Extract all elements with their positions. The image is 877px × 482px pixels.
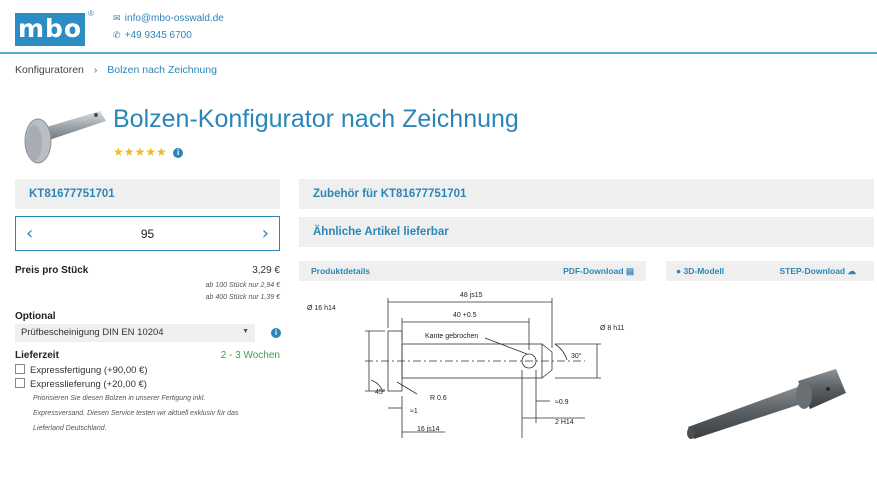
breadcrumb	[15, 64, 217, 76]
dim-2-h14: 2 H14	[555, 419, 574, 426]
lieferzeit-value: 2 - 3 Wochen	[220, 350, 280, 361]
caret-down-icon: ▼	[242, 328, 249, 335]
cube-icon: ●	[676, 266, 682, 276]
cloud-download-icon: ☁	[847, 266, 856, 276]
envelope-icon: ✉	[113, 13, 121, 23]
produktdetails-bar	[299, 261, 646, 281]
phone-link[interactable]: +49 9345 6700	[124, 30, 192, 41]
dim-radius: R 0.6	[430, 395, 447, 402]
certificate-select-value: Prüfbescheinigung DIN EN 10204	[21, 327, 164, 338]
breadcrumb-item-current[interactable]: Bolzen nach Zeichnung	[107, 64, 217, 76]
technical-drawing	[305, 288, 630, 438]
step-download-link[interactable]	[779, 266, 856, 277]
breadcrumb-separator: ›	[93, 64, 98, 76]
express-lieferung-checkbox[interactable]	[15, 378, 147, 390]
checkbox-box[interactable]	[15, 364, 25, 374]
phone-contact[interactable]	[113, 30, 192, 41]
step-download-label: STEP-Download	[779, 266, 846, 276]
aehnliche-title: Ähnliche Artikel lieferbar	[313, 226, 449, 238]
file-icon: ▤	[625, 266, 634, 276]
rating-stars[interactable]	[113, 145, 183, 159]
dim-angle-30: 30°	[571, 353, 582, 360]
3d-model-bar	[666, 261, 874, 281]
dim-48-js15: 48 js15	[460, 292, 483, 299]
price-value: 3,29 €	[252, 265, 280, 276]
pdf-download-link[interactable]	[563, 266, 634, 277]
zubehoer-panel[interactable]	[299, 179, 874, 209]
email-link[interactable]: info@mbo-osswald.de	[124, 13, 224, 24]
produktdetails-label: Produktdetails	[311, 266, 371, 276]
dim-approx-1: ≈1	[410, 408, 418, 415]
express-fertigung-checkbox[interactable]	[15, 364, 148, 376]
aehnliche-panel[interactable]	[299, 217, 874, 247]
star-icons: ★★★★★	[113, 145, 167, 159]
dim-40: 40 +0.5	[453, 312, 477, 319]
price-tier-400: ab 400 Stück nur 1,39 €	[205, 294, 280, 301]
quantity-stepper[interactable]	[15, 216, 280, 251]
bolt-product-image	[18, 107, 108, 177]
price-tier-100: ab 100 Stück nur 2,94 €	[205, 282, 280, 289]
phone-icon: ✆	[113, 30, 121, 40]
registered-mark: ®	[88, 9, 94, 18]
chevron-left-icon[interactable]: ‹	[26, 223, 34, 244]
info-icon[interactable]: i	[271, 328, 281, 338]
email-contact[interactable]	[113, 13, 224, 24]
3d-model-label: 3D-Modell	[683, 266, 725, 276]
dim-diameter-16: Ø 16 h14	[307, 305, 336, 312]
zubehoer-title: Zubehör für KT81677751701	[313, 188, 467, 200]
page-title: Bolzen-Konfigurator nach Zeichnung	[113, 105, 519, 133]
optional-label: Optional	[15, 311, 56, 322]
chevron-right-icon[interactable]: ›	[261, 223, 269, 244]
info-icon[interactable]: i	[173, 148, 183, 158]
dim-angle-45: 45°	[375, 389, 386, 396]
express-note-line-1: Priorisieren Sie diesen Bolzen in unserer Fertigung inkl.	[33, 395, 206, 402]
quantity-input[interactable]: 95	[140, 227, 155, 241]
express-note-line-3: Lieferland Deutschland.	[33, 425, 107, 432]
breadcrumb-item-konfiguratoren[interactable]: Konfiguratoren	[15, 64, 84, 76]
certificate-select[interactable]	[15, 324, 255, 342]
checkbox-box[interactable]	[15, 378, 25, 388]
article-number-box	[15, 179, 280, 209]
express-fertigung-label: Expressfertigung (+90,00 €)	[30, 365, 148, 376]
dim-approx-0-9: ≈0.9	[555, 399, 569, 406]
mbo-logo[interactable]: mbo	[15, 13, 85, 46]
express-note-line-2: Expressversand. Diesen Service testen wir aktuell exklusiv für das	[33, 410, 239, 417]
bolt-3d-model[interactable]	[678, 365, 848, 440]
dim-16-js14: 16 js14	[417, 426, 440, 433]
3d-model-link[interactable]	[676, 266, 724, 276]
price-label: Preis pro Stück	[15, 265, 89, 276]
dim-diameter-8: Ø 8 h11	[600, 325, 625, 332]
note-kante-gebrochen: Kante gebrochen	[425, 333, 479, 340]
express-lieferung-label: Expresslieferung (+20,00 €)	[30, 379, 147, 390]
lieferzeit-label: Lieferzeit	[15, 350, 59, 361]
pdf-download-label: PDF-Download	[563, 266, 624, 276]
header	[0, 0, 877, 54]
article-number: KT81677751701	[29, 188, 115, 200]
